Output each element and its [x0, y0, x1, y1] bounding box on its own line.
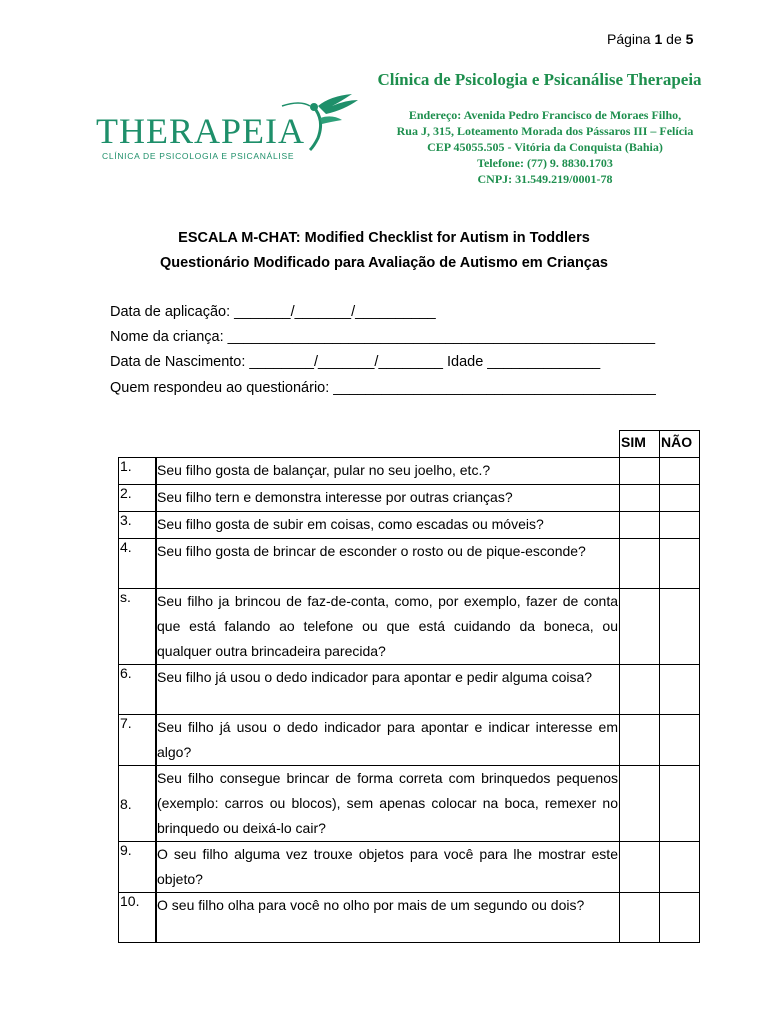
yes-answer-cell[interactable]: [620, 485, 660, 512]
question-text: Seu filho gosta de brincar de esconder o rosto ou de pique-esconde?: [156, 539, 620, 589]
no-answer-cell[interactable]: [660, 458, 700, 485]
question-number: 4.: [119, 539, 157, 589]
clinic-address-line-1: Endereço: Avenida Pedro Francisco de Moraes Filho,: [408, 108, 682, 122]
question-number: 7.: [119, 715, 157, 766]
question-text: Seu filho tern e demonstra interesse por outras crianças?: [156, 485, 620, 512]
clinic-phone: Telefone: (77) 9. 8830.1703: [477, 156, 613, 170]
no-answer-cell[interactable]: [660, 589, 700, 665]
question-text: Seu filho gosta de subir em coisas, como escadas ou móveis?: [156, 512, 620, 539]
questionnaire-table: [118, 430, 700, 943]
respondent-field[interactable]: Quem respondeu ao questionário: ________________________________________: [110, 380, 656, 396]
page-total: 5: [685, 31, 694, 47]
no-column-header: NÃO: [660, 431, 700, 458]
table-row: [119, 715, 700, 766]
logo-wordmark: THERAPEIA: [96, 111, 305, 151]
yes-column-header: SIM: [620, 431, 660, 458]
page-number: [607, 31, 693, 47]
clinic-cep: CEP 45055.505 - Vitória da Conquista (Bahia): [427, 140, 663, 154]
birth-date-age-field[interactable]: Data de Nascimento: ________/_______/________ Idade ______________: [110, 354, 601, 370]
question-text: Seu filho já usou o dedo indicador para apontar e pedir alguma coisa?: [156, 665, 620, 715]
table-row: [119, 512, 700, 539]
question-text: Seu filho consegue brincar de forma correta com brinquedos pequenos (exemplo: carros ou blocos), sem apenas colocar na boca, remexer no brinquedo ou deixá-lo cair?: [156, 766, 620, 842]
no-answer-cell[interactable]: [660, 893, 700, 943]
yes-answer-cell[interactable]: [620, 842, 660, 893]
yes-answer-cell[interactable]: [620, 665, 660, 715]
question-text: O seu filho olha para você no olho por mais de um segundo ou dois?: [156, 893, 620, 943]
question-text: Seu filho gosta de balançar, pular no seu joelho, etc.?: [156, 458, 620, 485]
no-answer-cell[interactable]: [660, 665, 700, 715]
question-number: 9.: [119, 842, 157, 893]
question-number: s.: [119, 589, 157, 665]
no-answer-cell[interactable]: [660, 485, 700, 512]
question-text: O seu filho alguma vez trouxe objetos para você para lhe mostrar este objeto?: [156, 842, 620, 893]
question-text: Seu filho já usou o dedo indicador para apontar e indicar interesse em algo?: [156, 715, 620, 766]
no-answer-cell[interactable]: [660, 512, 700, 539]
question-number: 3.: [119, 512, 157, 539]
table-row: [119, 485, 700, 512]
clinic-header: [360, 70, 730, 187]
clinic-cnpj: CNPJ: 31.549.219/0001-78: [477, 172, 613, 186]
table-row: [119, 893, 700, 943]
child-name-field[interactable]: Nome da criança: _____________________________________________________: [110, 329, 656, 345]
table-row: [119, 842, 700, 893]
yes-answer-cell[interactable]: [620, 458, 660, 485]
no-answer-cell[interactable]: [660, 842, 700, 893]
question-number: 6.: [119, 665, 157, 715]
table-row: [119, 589, 700, 665]
table-header-row: [119, 431, 700, 458]
page-current: 1: [654, 31, 663, 47]
question-text: Seu filho ja brincou de faz-de-conta, como, por exemplo, fazer de conta que está falando ao telefone ou que está cuidando da boneca, ou qualquer outra brincadeira parecida?: [156, 589, 620, 665]
document-title: ESCALA M-CHAT: Modified Checklist for Autism in Toddlers: [178, 230, 590, 246]
yes-answer-cell[interactable]: [620, 512, 660, 539]
table-row: [119, 458, 700, 485]
no-answer-cell[interactable]: [660, 715, 700, 766]
table-row: [119, 766, 700, 842]
clinic-name: Clínica de Psicologia e Psicanálise Therapeia: [377, 70, 702, 89]
question-number: 2.: [119, 485, 157, 512]
page-of: de: [666, 31, 682, 47]
question-number: 1.: [119, 458, 157, 485]
logo-subtitle: CLÍNICA DE PSICOLOGIA E PSICANÁLISE: [102, 151, 295, 161]
table-row: [119, 665, 700, 715]
application-date-field[interactable]: Data de aplicação: _______/_______/__________: [110, 304, 436, 320]
yes-answer-cell[interactable]: [620, 715, 660, 766]
question-number: 8.: [119, 766, 157, 842]
yes-answer-cell[interactable]: [620, 539, 660, 589]
clinic-address-line-2: Rua J, 315, Loteamento Morada dos Pássaros III – Felícia: [396, 124, 694, 138]
yes-answer-cell[interactable]: [620, 893, 660, 943]
yes-answer-cell[interactable]: [620, 589, 660, 665]
table-row: [119, 539, 700, 589]
yes-answer-cell[interactable]: [620, 766, 660, 842]
no-answer-cell[interactable]: [660, 766, 700, 842]
page-label: Página: [607, 31, 651, 47]
document-subtitle: Questionário Modificado para Avaliação de Autismo em Crianças: [159, 255, 608, 271]
no-answer-cell[interactable]: [660, 539, 700, 589]
question-number: 10.: [119, 893, 157, 943]
clinic-logo: [92, 92, 367, 167]
